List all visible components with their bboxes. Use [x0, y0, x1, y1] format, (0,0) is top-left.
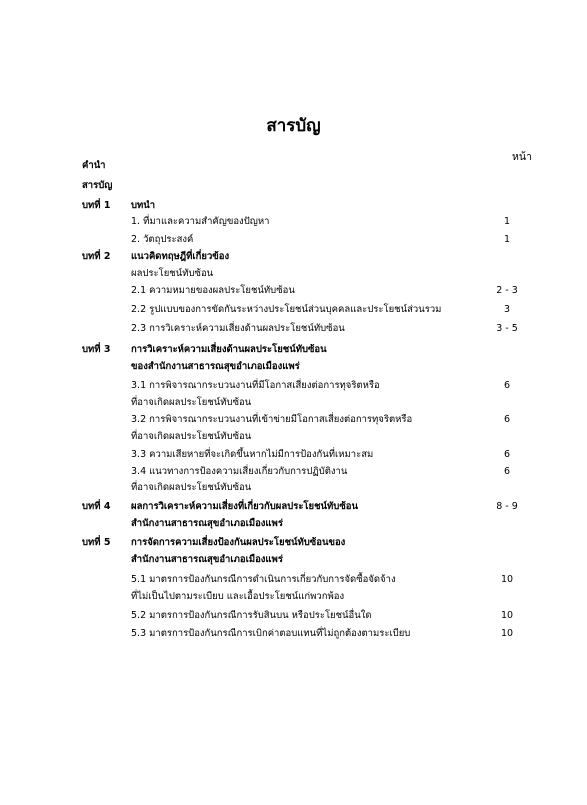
toc-entry-page-number: 1 [503, 216, 511, 227]
toc-entry-text: แนวคิดทฤษฎีที่เกี่ยวข้อง [131, 251, 230, 262]
toc-entry [0, 447, 587, 463]
toc-entry-text: 5.2 มาตรการป้องกันกรณีการรับสินบน หรือประโยชน์อื่นใด [131, 610, 372, 621]
toc-entry-text: การวิเคราะห์ความเสี่ยงด้านผลประโยชน์ทับซ้อน [131, 344, 327, 355]
toc-entry-text: การจัดการความเสี่ยงป้องกันผลประโยชน์ทับซ้อนของ [131, 537, 346, 548]
toc-entry [0, 412, 587, 428]
toc-entry-text: 5.1 มาตรการป้องกันกรณีการดำเนินการเกี่ยวกับการจัดซื้อจัดจ้าง [131, 574, 396, 585]
toc-entry [0, 464, 587, 480]
toc-entry-page-number: 10 [500, 610, 514, 621]
toc-entry-label: บทที่ 3 [82, 344, 111, 355]
toc-entry-page-number: 2 - 3 [496, 285, 518, 296]
toc-entry-label: บทที่ 1 [82, 200, 111, 211]
toc-entry-text: บทนำ [131, 200, 156, 211]
toc-entry [0, 608, 587, 624]
toc-entry-text: ที่ไม่เป็นไปตามระเบียบ และเอื้อประโยชน์แก่พวกพ้อง [131, 591, 345, 602]
toc-entry-page-number: 10 [500, 574, 514, 585]
toc-entry [0, 302, 587, 318]
toc-entry-page-number: 3 [503, 304, 511, 315]
toc-entry-page-number: 8 - 9 [496, 501, 518, 512]
toc-entry-text: 2.1 ความหมายของผลประโยชน์ทับซ้อน [131, 285, 295, 296]
toc-entry-text: 3.3 ความเสียหายที่จะเกิดขึ้นหากไม่มีการป้องกันที่เหมาะสม [131, 449, 374, 460]
toc-entry-label: บทที่ 4 [82, 501, 111, 512]
toc-entry [0, 342, 587, 358]
toc-entry-text: 3.2 การพิจารณากระบวนงานที่เข้าข่ายมีโอกาสเสี่ยงต่อการทุจริตหรือ [131, 414, 413, 425]
toc-entry-text: 3.1 การพิจารณากระบวนงานที่มีโอกาสเสี่ยงต่อการทุจริตหรือ [131, 380, 380, 391]
toc-entry-text: 2.3 การวิเคราะห์ความเสี่ยงด้านผลประโยชน์ทับซ้อน [131, 323, 345, 334]
toc-entry-label: สารบัญ [82, 180, 113, 191]
toc-entry [0, 499, 587, 515]
toc-entry-text: ผลประโยชน์ทับซ้อน [131, 268, 214, 279]
toc-entry-text: ที่อาจเกิดผลประโยชน์ทับซ้อน [131, 397, 252, 408]
toc-entry [0, 552, 587, 568]
page-title: สารบัญ [266, 116, 321, 136]
toc-entry-text: 2. วัตถุประสงค์ [131, 234, 194, 245]
toc-entry [0, 429, 587, 445]
toc-entry-text: ผลการวิเคราะห์ความเสี่ยงที่เกี่ยวกับผลประโยชน์ทับซ้อน [131, 501, 358, 512]
toc-entry [0, 266, 587, 282]
toc-entry-text: ของสำนักงานสาธารณสุขอำเภอเมืองแพร่ [131, 361, 300, 372]
toc-entry [0, 378, 587, 394]
toc-entry [0, 516, 587, 532]
toc-entry-page-number: 10 [500, 628, 514, 639]
toc-entry-page-number: 1 [503, 234, 511, 245]
toc-entry-text: สำนักงานสาธารณสุขอำเภอเมืองแพร่ [131, 518, 283, 529]
toc-entry-page-number: 6 [503, 466, 511, 477]
toc-entry [0, 198, 587, 214]
toc-entry [0, 480, 587, 496]
toc-entry-text: 1. ที่มาและความสำคัญของปัญหา [131, 216, 270, 227]
toc-entry [0, 178, 587, 194]
toc-entry [0, 572, 587, 588]
toc-entry [0, 232, 587, 248]
toc-entry-page-number: 6 [503, 380, 511, 391]
toc-entry-text: 5.3 มาตรการป้องกันกรณีการเบิกค่าตอบแทนที่ไม่ถูกต้องตามระเบียบ [131, 628, 411, 639]
toc-entry-label: บทที่ 2 [82, 251, 111, 262]
toc-entry [0, 214, 587, 230]
toc-entry [0, 626, 587, 642]
toc-entry [0, 283, 587, 299]
toc-entry [0, 395, 587, 411]
toc-entry-text: ที่อาจเกิดผลประโยชน์ทับซ้อน [131, 482, 252, 493]
toc-entry-text: 2.2 รูปแบบของการขัดกันระหว่างประโยชน์ส่วนบุคคลและประโยชน์ส่วนรวม [131, 304, 442, 315]
toc-entry-page-number: 6 [503, 414, 511, 425]
toc-entry-label: คำนำ [82, 160, 106, 171]
toc-entry-text: 3.4 แนวทางการป้องความเสี่ยงเกี่ยวกับการปฏิบัติงาน [131, 466, 348, 477]
page-column-header: หน้า [512, 151, 532, 163]
toc-entry [0, 589, 587, 605]
toc-entry-text: สำนักงานสาธารณสุขอำเภอเมืองแพร่ [131, 554, 283, 565]
toc-entry [0, 321, 587, 337]
toc-entry-page-number: 3 - 5 [496, 323, 518, 334]
toc-entry-label: บทที่ 5 [82, 537, 111, 548]
toc-entry-page-number: 6 [503, 449, 511, 460]
toc-entry [0, 359, 587, 375]
toc-entry [0, 535, 587, 551]
toc-entry-text: ที่อาจเกิดผลประโยชน์ทับซ้อน [131, 431, 252, 442]
toc-entry [0, 158, 587, 174]
toc-entry [0, 249, 587, 265]
